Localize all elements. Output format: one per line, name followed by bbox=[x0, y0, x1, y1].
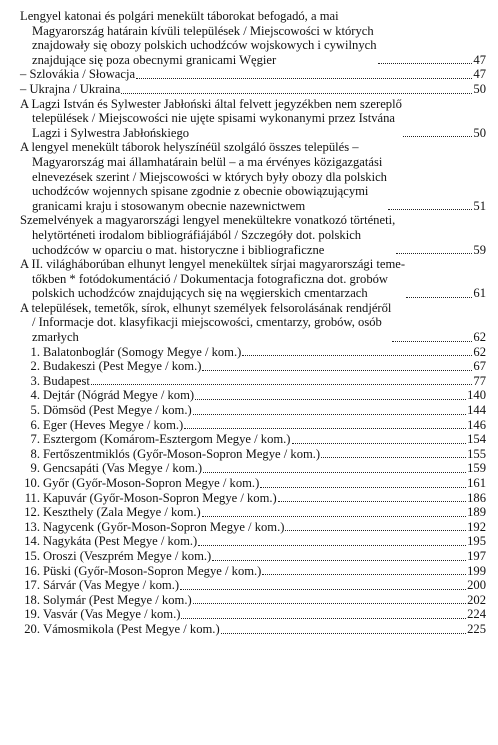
dot-leader bbox=[403, 136, 473, 137]
toc-sub-entry bbox=[20, 345, 486, 360]
toc-sub-title: Dejtár (Nógrád Megye / kom) bbox=[43, 388, 195, 403]
toc-sub-number: 9. bbox=[30, 461, 40, 476]
dot-leader bbox=[406, 297, 472, 298]
toc-sub-entry bbox=[20, 534, 486, 549]
toc-sub-entry bbox=[20, 403, 486, 418]
toc-page-number: 62 bbox=[473, 330, 486, 345]
toc-entry-title: – Ukrajna / Ukraina bbox=[20, 81, 121, 96]
toc-page-number: 225 bbox=[467, 621, 486, 636]
toc-sub-entry bbox=[20, 564, 486, 579]
toc-sub-entry bbox=[20, 447, 486, 462]
toc-sub-title: Balatonboglár (Somogy Megye / kom.) bbox=[43, 344, 242, 359]
toc-page-number: 51 bbox=[473, 198, 486, 213]
dot-leader bbox=[202, 516, 466, 517]
toc-page-number: 50 bbox=[473, 125, 486, 140]
toc-sub-number: 7. bbox=[30, 432, 40, 447]
toc-sub-entry bbox=[20, 359, 486, 374]
toc-entry-title: A lengyel menekült táborok helyszínéül szolgáló összes település – Magyarország mai államhatárain belül – a ma érvényes közigazgatási elnevezések szerint / Miejscowości w których były obozy dla polskich uchodźców wojennych spisane zgodnie z obecnie obowiązującymi granicami kraju i stosowanym obecnie nazewnictwem bbox=[20, 140, 387, 213]
toc-sub-entry bbox=[20, 374, 486, 389]
dot-leader bbox=[285, 530, 466, 531]
toc-sub-title: Fertőszentmiklós (Győr-Moson-Sopron Megye / kom.) bbox=[43, 446, 321, 461]
toc-entry-title: Szemelvények a magyarországi lengyel menekültekre vonatkozó történeti, helytörténeti irodalom bibliográfiájából / Szczegóły dot. polskich uchodźców w oparciu o mat. historyczne i bibliograficzne bbox=[20, 213, 396, 257]
toc-entry bbox=[20, 301, 486, 345]
toc-sub-number: 14. bbox=[24, 534, 40, 549]
toc-sub-number: 4. bbox=[30, 388, 40, 403]
toc-sub-title: Nagycenk (Győr-Moson-Sopron Megye / kom.) bbox=[43, 519, 285, 534]
dot-leader bbox=[91, 384, 473, 385]
toc-page-number: 77 bbox=[473, 373, 486, 388]
toc-page-number: 67 bbox=[473, 359, 486, 374]
toc-sub-title: Kapuvár (Győr-Moson-Sopron Megye / kom.) bbox=[43, 490, 277, 505]
toc-sub-number: 13. bbox=[24, 519, 40, 534]
dot-leader bbox=[292, 443, 467, 444]
dot-leader bbox=[180, 589, 466, 590]
toc-sub-entry bbox=[20, 476, 486, 491]
toc-sub-number: 12. bbox=[24, 505, 40, 520]
toc-sub-title: Budakeszi (Pest Megye / kom.) bbox=[43, 359, 202, 374]
toc-sub-number: 20. bbox=[24, 621, 40, 636]
toc-page-number: 140 bbox=[467, 388, 486, 403]
toc-page-number: 195 bbox=[467, 534, 486, 549]
toc-page-number: 197 bbox=[467, 548, 486, 563]
dot-leader bbox=[212, 560, 466, 561]
toc-sub-title: Gencsapáti (Vas Megye / kom.) bbox=[43, 461, 203, 476]
toc-page-number: 200 bbox=[467, 578, 486, 593]
toc-sub-entry bbox=[20, 607, 486, 622]
toc-sub-number: 10. bbox=[24, 476, 40, 490]
toc-page-number: 154 bbox=[467, 432, 486, 447]
dot-leader bbox=[262, 574, 466, 575]
toc-sub-number: 16. bbox=[24, 563, 40, 578]
toc-sub-title: Püski (Győr-Moson-Sopron Megye / kom.) bbox=[43, 563, 262, 578]
toc-sub-title: Keszthely (Zala Megye / kom.) bbox=[43, 505, 201, 520]
toc-sub-title: Sárvár (Vas Megye / kom.) bbox=[43, 578, 180, 593]
toc-page-number: 189 bbox=[467, 505, 486, 520]
toc-sub-number: 6. bbox=[30, 417, 40, 432]
toc-page-number: 47 bbox=[473, 67, 486, 82]
toc-sub-number: 15. bbox=[24, 548, 40, 563]
toc-sub-entry bbox=[20, 593, 486, 608]
toc-entry-title: A települések, temetők, sírok, elhunyt személyek felsorolásának rendjéről / Informacje dot. klasyfikacji miejscowości, cmentarzy, grobów, osób zmarłych bbox=[20, 300, 392, 345]
toc-sub-number: 19. bbox=[24, 607, 40, 622]
dot-leader bbox=[392, 341, 472, 342]
toc-entry bbox=[20, 82, 486, 97]
toc-entry bbox=[20, 9, 486, 67]
toc-sub-title: Solymár (Pest Megye / kom.) bbox=[43, 592, 192, 607]
toc-page-number: 186 bbox=[467, 490, 486, 505]
toc-entry bbox=[20, 140, 486, 213]
toc-sub-number: 18. bbox=[24, 592, 40, 607]
toc-sub-entry bbox=[20, 622, 486, 637]
dot-leader bbox=[388, 209, 472, 210]
toc-sub-title: Esztergom (Komárom-Esztergom Megye / kom.) bbox=[43, 432, 291, 447]
toc-entry-title: A II. világháborúban elhunyt lengyel menekültek sírjai magyarországi teme- tőkben * fotódokumentáció / Dokumentacja fotograficzna dot. grobów polskich uchodźców znajdujących się na węgierskich cmentarzach bbox=[20, 257, 406, 301]
dot-leader bbox=[278, 501, 466, 502]
dot-leader bbox=[195, 399, 466, 400]
toc-page-number: 144 bbox=[467, 403, 486, 418]
toc-sub-number: 17. bbox=[24, 578, 40, 593]
toc-sub-title: Győr (Győr-Moson-Sopron Megye / kom.) bbox=[43, 476, 260, 490]
toc-sub-title: Budapest bbox=[43, 373, 90, 388]
dot-leader bbox=[193, 603, 466, 604]
toc-sub-entry bbox=[20, 388, 486, 403]
dot-leader bbox=[378, 63, 473, 64]
toc-entry-title: A Lagzi István és Sylwester Jabłoński által felvett jegyzékben nem szereplő települések / Miejscowości nie ujęte spisami wykonanymi przez Istvána Lagzi i Sylwestra Jabłońskiego bbox=[20, 96, 402, 140]
toc-sub-entry bbox=[20, 578, 486, 593]
toc-sub-title: Vasvár (Vas Megye / kom.) bbox=[43, 607, 181, 622]
toc-sub-title: Eger (Heves Megye / kom.) bbox=[43, 417, 184, 432]
toc-sub-title: Dömsöd (Pest Megye / kom.) bbox=[43, 403, 192, 418]
toc-page-number: 50 bbox=[473, 81, 486, 96]
toc-page-number: 59 bbox=[473, 242, 486, 257]
dot-leader bbox=[260, 487, 466, 488]
toc-page-number: 146 bbox=[467, 417, 486, 432]
dot-leader bbox=[221, 633, 466, 634]
dot-leader bbox=[242, 355, 472, 356]
toc-page-number: 202 bbox=[467, 592, 486, 607]
dot-leader bbox=[321, 457, 466, 458]
table-of-contents bbox=[20, 9, 486, 637]
toc-sub-entry bbox=[20, 461, 486, 476]
toc-sub-entry bbox=[20, 432, 486, 447]
toc-entry-title: – Szlovákia / Słowacja bbox=[20, 67, 136, 82]
toc-sub-number: 2. bbox=[30, 359, 40, 374]
dot-leader bbox=[202, 370, 472, 371]
toc-page-number: 161 bbox=[467, 476, 486, 490]
toc-page-number: 192 bbox=[467, 519, 486, 534]
toc-page-number: 155 bbox=[467, 446, 486, 461]
toc-sub-entry bbox=[20, 505, 486, 520]
toc-page-number: 159 bbox=[467, 461, 486, 476]
toc-entry bbox=[20, 257, 486, 301]
toc-entry-title: Lengyel katonai és polgári menekült táborokat befogadó, a mai Magyarország határain kívüli települések / Miejscowości w których znajdowały się obozy polskich uchodźców wojskowych i cywilnych znajdujące się poza obecnymi granicami Węgier bbox=[20, 9, 377, 67]
toc-sub-title: Nagykáta (Pest Megye / kom.) bbox=[43, 534, 198, 549]
toc-entry bbox=[20, 67, 486, 82]
dot-leader bbox=[198, 545, 466, 546]
toc-page-number: 61 bbox=[473, 286, 486, 301]
toc-sub-entry bbox=[20, 520, 486, 535]
dot-leader bbox=[136, 78, 472, 79]
toc-sub-entry bbox=[20, 549, 486, 564]
toc-sub-title: Oroszi (Veszprém Megye / kom.) bbox=[43, 548, 212, 563]
toc-entry bbox=[20, 97, 486, 141]
toc-page-number: 62 bbox=[473, 344, 486, 359]
toc-sub-number: 8. bbox=[30, 446, 40, 461]
toc-sub-number: 3. bbox=[30, 373, 40, 388]
toc-sub-number: 1. bbox=[30, 344, 40, 359]
toc-page-number: 47 bbox=[473, 52, 486, 67]
dot-leader bbox=[396, 253, 472, 254]
toc-sub-number: 11. bbox=[24, 490, 40, 505]
dot-leader bbox=[193, 414, 466, 415]
dot-leader bbox=[181, 618, 466, 619]
toc-sub-title: Vámosmikola (Pest Megye / kom.) bbox=[43, 621, 220, 636]
toc-sub-number: 5. bbox=[30, 403, 40, 418]
toc-sub-entry bbox=[20, 491, 486, 506]
dot-leader bbox=[203, 472, 466, 473]
toc-page-number: 199 bbox=[467, 563, 486, 578]
toc-entry bbox=[20, 213, 486, 257]
dot-leader bbox=[121, 93, 472, 94]
dot-leader bbox=[184, 428, 466, 429]
toc-page-number: 224 bbox=[467, 607, 486, 622]
toc-sub-entry bbox=[20, 418, 486, 433]
